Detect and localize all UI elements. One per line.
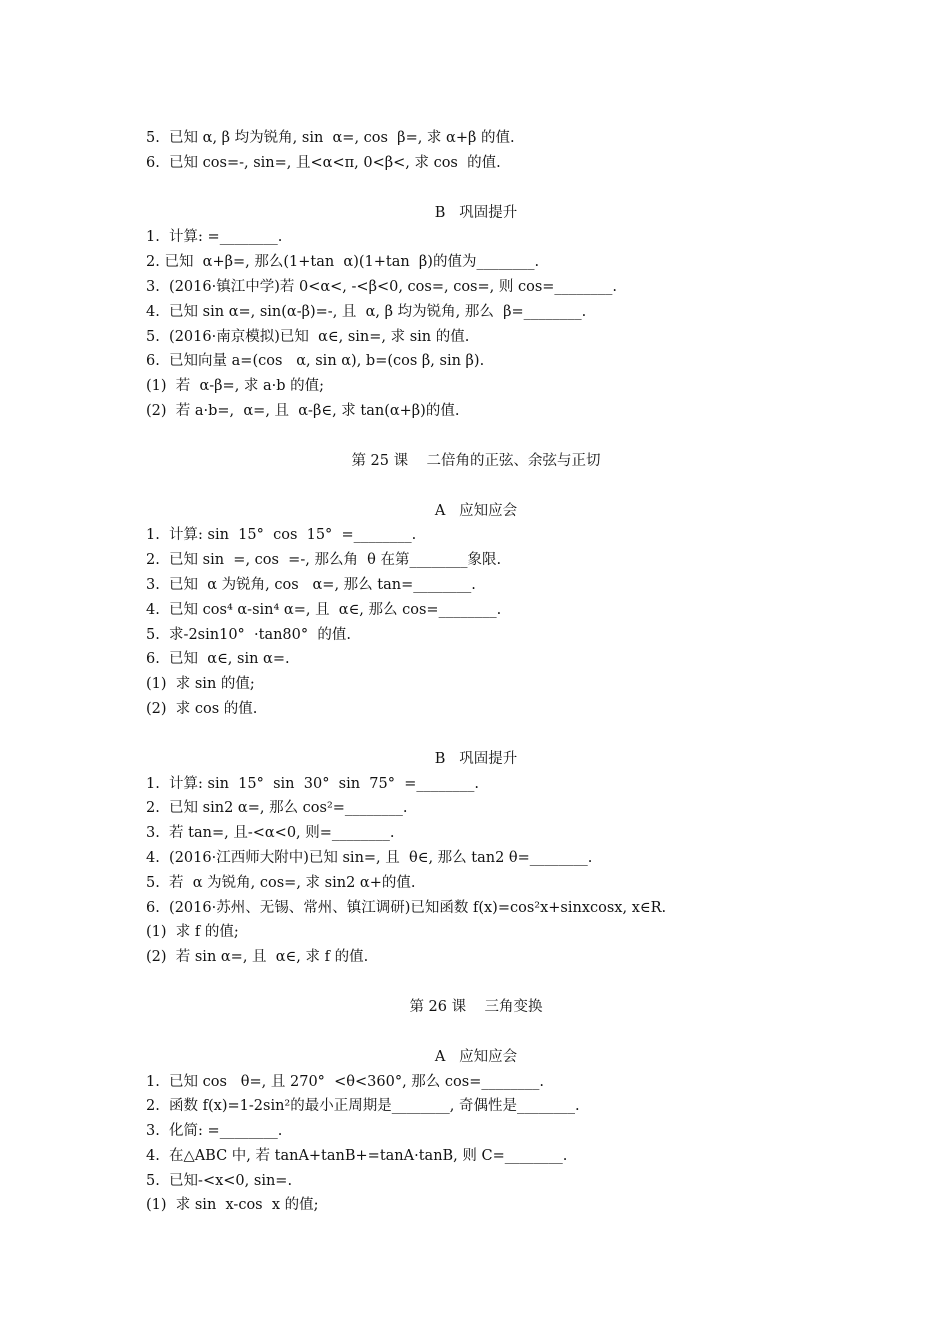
problem-line: 6. 已知 cos=-, sin=, 且<α<π, 0<β<, 求 cos 的值.: [146, 154, 501, 171]
problem-line: 1. 计算: sin 15° cos 15° =________.: [146, 527, 417, 544]
problem-line: 4. 已知 cos⁴ α-sin⁴ α=, 且 α∈, 那么 cos=________.: [146, 601, 502, 618]
problem-line: (2) 若 sin α=, 且 α∈, 求 f 的值.: [146, 949, 369, 966]
problem-line: 2. 已知 sin2 α=, 那么 cos²=________.: [146, 800, 408, 817]
problem-line: (1) 若 α-β=, 求 a·b 的值;: [146, 378, 325, 395]
problem-line: 2. 已知 sin =, cos =-, 那么角 θ 在第________象限.: [146, 552, 502, 569]
problem-line: 5. 已知 α, β 均为锐角, sin α=, cos β=, 求 α+β 的值.: [146, 130, 515, 146]
problem-line: 2. 函数 f(x)=1-2sin²的最小正周期是________, 奇偶性是________.: [146, 1098, 580, 1115]
problem-line: 5. 若 α 为锐角, cos=, 求 sin2 α+的值.: [146, 874, 416, 891]
problem-line: 1. 计算: =________.: [146, 229, 283, 246]
lesson-title: 第 25 课 二倍角的正弦、余弦与正切: [351, 452, 601, 469]
problem-line: 4. (2016·江西师大附中)已知 sin=, 且 θ∈, 那么 tan2 θ=________.: [146, 849, 593, 866]
problem-line: (2) 求 cos 的值.: [146, 700, 258, 717]
problem-line: 3. (2016·镇江中学)若 0<α<, -<β<0, cos=, cos=, 则 cos=________.: [146, 278, 618, 295]
problem-line: 3. 已知 α 为锐角, cos α=, 那么 tan=________.: [146, 576, 476, 593]
problem-line: 5. (2016·南京模拟)已知 α∈, sin=, 求 sin 的值.: [146, 328, 470, 345]
problem-line: 3. 化简: =________.: [146, 1123, 283, 1140]
problem-line: 1. 计算: sin 15° sin 30° sin 75° =________.: [146, 775, 479, 792]
section-heading: A 应知应会: [434, 502, 518, 519]
lesson-title: 第 26 课 三角变换: [409, 998, 543, 1015]
problem-line: 5. 已知-<x<0, sin=.: [146, 1172, 293, 1189]
problem-line: 2. 已知 α+β=, 那么(1+tan α)(1+tan β)的值为________.: [146, 254, 540, 271]
problem-line: 3. 若 tan=, 且-<α<0, 则=________.: [146, 825, 395, 842]
problem-line: 5. 求-2sin10° ·tan80° 的值.: [146, 626, 351, 643]
section-heading: A 应知应会: [434, 1048, 518, 1065]
problem-line: (1) 求 f 的值;: [146, 924, 239, 941]
document-page: [146, 126, 806, 1218]
section-heading: B 巩固提升: [434, 204, 518, 221]
problem-line: 4. 在△ABC 中, 若 tanA+tanB+=tanA·tanB, 则 C=________.: [146, 1147, 568, 1164]
problem-line: 6. 已知 α∈, sin α=.: [146, 651, 290, 668]
problem-line: (2) 若 a·b=, α=, 且 α-β∈, 求 tan(α+β)的值.: [146, 402, 460, 419]
problem-line: (1) 求 sin 的值;: [146, 676, 255, 693]
section-heading: B 巩固提升: [434, 750, 518, 767]
problem-line: 6. 已知向量 a=(cos α, sin α), b=(cos β, sin β).: [146, 353, 485, 370]
problem-line: 6. (2016·苏州、无锡、常州、镇江调研)已知函数 f(x)=cos²x+sinxcosx, x∈R.: [146, 899, 667, 916]
problem-line: (1) 求 sin x-cos x 的值;: [146, 1197, 319, 1214]
problem-line: 1. 已知 cos θ=, 且 270° <θ<360°, 那么 cos=________.: [146, 1073, 544, 1090]
problem-line: 4. 已知 sin α=, sin(α-β)=-, 且 α, β 均为锐角, 那么 β=________.: [146, 303, 587, 320]
